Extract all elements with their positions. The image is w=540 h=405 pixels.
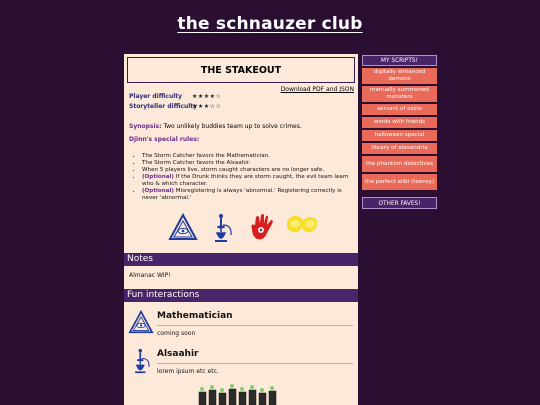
difficulty-area [124,83,358,123]
synopsis [124,123,358,130]
synopsis-text: Two unlikely buddies team up to solve crimes. [163,123,302,130]
fun-item-desc: coming soon [157,330,196,337]
rule-item: • (Optional) If the Drunk thinks they are storm caught, the evil team learn who & which character. [142,174,352,188]
storyteller-difficulty-label: Storyteller difficulty [129,103,198,110]
fun-item-mathematician [124,308,358,346]
hookah-icon[interactable] [212,213,234,243]
sidebar [362,55,437,209]
sidebar-item-words-with-friends[interactable]: words with friends [362,117,437,128]
rule-item: • (Optional) Misregistering is always 'abnormal.' Registering correctly is never 'abnormal.' [142,188,352,202]
divider [157,363,353,364]
rules-title: Djinn's special rules: [129,136,200,143]
pyramid-eye-icon [128,310,154,334]
rule-item: • The Storm Catcher favors the Alsaahir. [142,160,352,167]
player-difficulty-label: Player difficulty [129,93,183,100]
fun-interactions-heading: Fun interactions [124,289,358,302]
fun-item-name: Alsaahir [157,349,199,359]
hookah-icon [132,348,152,374]
notes-heading: Notes [124,253,358,266]
my-scripts-heading: MY SCRIPTS! [362,55,437,66]
rule-item: • The Storm Catcher favors the Mathematician. [142,153,352,160]
sidebar-item-digitally-enhanced-demons[interactable]: digitally enhanced demons [362,68,437,84]
fun-item-desc: lorem ipsum etc etc. [157,368,219,375]
rule-item: • When 5 players live, storm caught characters are no longer safe. [142,167,352,174]
script-panel [124,54,358,405]
sidebar-item-servant-of-osiris[interactable]: servant of osiris [362,104,437,115]
player-difficulty [129,93,222,100]
yellow-goggles-icon[interactable] [285,213,319,237]
fun-item-name: Mathematician [157,311,233,321]
fun-item-alsaahir [124,346,358,384]
rules-list [124,153,358,202]
other-faves-heading[interactable]: OTHER FAVES! [362,197,437,209]
site-title[interactable]: the schnauzer club [177,14,363,34]
storyteller-difficulty-stars: ★★★☆☆ [192,103,222,110]
sidebar-item-the-phantom-detectives[interactable]: the phantom detectives [362,156,437,172]
character-icons [124,213,358,253]
storyteller-difficulty [129,103,222,110]
divider [157,325,353,326]
download-link[interactable]: Download PDF and JSON [280,86,354,93]
potion-bottles-decoration [195,384,285,405]
notes-text: Almanac WIP! [129,272,171,279]
synopsis-label: Synopsis: [129,123,162,130]
sidebar-item-the-perfect-alibi[interactable]: the perfect alibi (teensy) [362,174,437,190]
player-difficulty-stars: ★★★★☆ [192,93,222,100]
script-title: THE STAKEOUT [127,57,355,83]
sidebar-item-library-of-alexandria[interactable]: library of alexandria [362,143,437,154]
red-hand-icon[interactable] [248,213,276,243]
pyramid-eye-icon[interactable] [168,213,198,241]
sidebar-item-manually-summoned-monsters[interactable]: manually summoned monsters [362,86,437,102]
sidebar-item-halloween-special[interactable]: halloween special [362,130,437,141]
